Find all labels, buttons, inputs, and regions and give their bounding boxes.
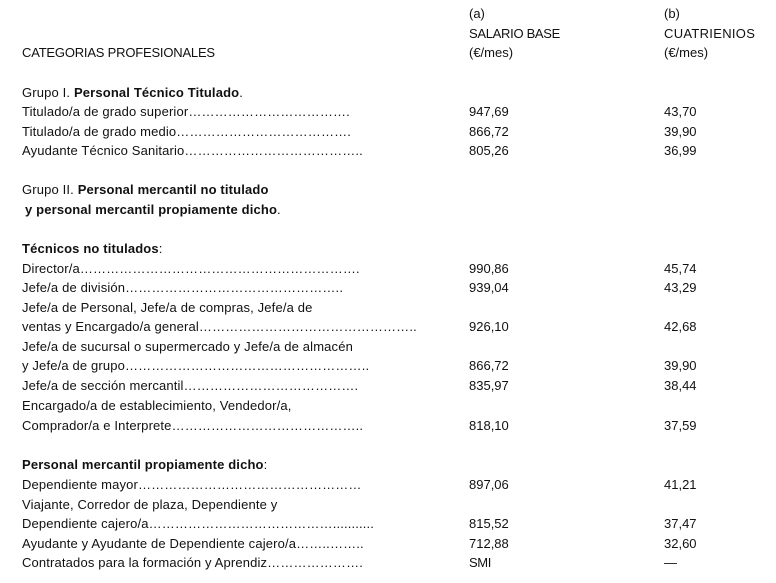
salary-value: 805,26 bbox=[469, 143, 509, 158]
col-a-letter: (a) bbox=[469, 6, 485, 21]
col-a-title: SALARIO BASE bbox=[469, 26, 561, 41]
salary-value: 712,88 bbox=[469, 536, 509, 551]
table-row-label: Dependiente mayor…………………………………………… bbox=[22, 477, 362, 492]
mercantil-heading: Personal mercantil propiamente dicho: bbox=[22, 457, 268, 472]
cuatrienio-value: 37,47 bbox=[664, 516, 697, 531]
salary-value: 866,72 bbox=[469, 358, 509, 373]
cuatrienio-value: 41,21 bbox=[664, 477, 697, 492]
table-row-label: Jefe/a de sección mercantil…………………………………. bbox=[22, 378, 359, 393]
table-row-label: y Jefe/a de grupo……………………………………………….. bbox=[22, 358, 370, 373]
salary-value: 939,04 bbox=[469, 280, 509, 295]
salary-value: 990,86 bbox=[469, 261, 509, 276]
group2-heading-line2: y personal mercantil propiamente dicho. bbox=[25, 202, 281, 217]
table-row-label: Ayudante y Ayudante de Dependiente cajero/a……..…….. bbox=[22, 536, 364, 551]
salary-value: 818,10 bbox=[469, 418, 509, 433]
salary-value: 815,52 bbox=[469, 516, 509, 531]
table-row-label: Viajante, Corredor de plaza, Dependiente y bbox=[22, 497, 278, 512]
salary-value: 947,69 bbox=[469, 104, 509, 119]
table-row-label: Encargado/a de establecimiento, Vendedor/a, bbox=[22, 398, 292, 413]
table-row-label: Jefe/a de división………………………………………….. bbox=[22, 280, 344, 295]
table-row-label: Jefe/a de Personal, Jefe/a de compras, Jefe/a de bbox=[22, 300, 313, 315]
table-row-label: Ayudante Técnico Sanitario………………………………….. bbox=[22, 143, 363, 158]
table-row-label: Dependiente cajero/a……………………………………........... bbox=[22, 516, 375, 531]
tecnicos-heading: Técnicos no titulados: bbox=[22, 241, 163, 256]
table-row-label: Contratados para la formación y Aprendiz…………………. bbox=[22, 555, 363, 570]
col-a-unit: (€/mes) bbox=[469, 45, 514, 60]
cuatrienio-value: 43,29 bbox=[664, 280, 697, 295]
col-b-unit: (€/mes) bbox=[664, 45, 709, 60]
cuatrienio-value: 43,70 bbox=[664, 104, 697, 119]
cuatrienio-value: 45,74 bbox=[664, 261, 697, 276]
table-row-label: Jefe/a de sucursal o supermercado y Jefe/a de almacén bbox=[22, 339, 353, 354]
cuatrienio-value: 39,90 bbox=[664, 124, 697, 139]
table-row-label: Titulado/a de grado medio…………………………………. bbox=[22, 124, 352, 139]
cuatrienio-value: 37,59 bbox=[664, 418, 697, 433]
cuatrienio-value: 32,60 bbox=[664, 536, 697, 551]
salary-value: 897,06 bbox=[469, 477, 509, 492]
salary-value: 866,72 bbox=[469, 124, 509, 139]
group2-heading: Grupo II. Personal mercantil no titulado bbox=[22, 182, 269, 197]
table-row-label: Director/a………………………………………………………. bbox=[22, 261, 360, 276]
col-b-title: CUATRIENIOS bbox=[664, 26, 756, 41]
salary-value: SMI bbox=[469, 555, 491, 570]
cuatrienio-value: 38,44 bbox=[664, 378, 697, 393]
table-row-label: Comprador/a e Interprete…………………………………….. bbox=[22, 418, 364, 433]
salary-value: 835,97 bbox=[469, 378, 509, 393]
table-row-label: ventas y Encargado/a general………………………………………….. bbox=[22, 319, 417, 334]
cuatrienio-value: 36,99 bbox=[664, 143, 697, 158]
category-header: CATEGORIAS PROFESIONALES bbox=[22, 45, 215, 60]
cuatrienio-value: — bbox=[664, 555, 677, 570]
cuatrienio-value: 42,68 bbox=[664, 319, 697, 334]
salary-value: 926,10 bbox=[469, 319, 509, 334]
cuatrienio-value: 39,90 bbox=[664, 358, 697, 373]
group1-heading: Grupo I. Personal Técnico Titulado. bbox=[22, 85, 244, 100]
col-b-letter: (b) bbox=[664, 6, 680, 21]
table-row-label: Titulado/a de grado superior………………………………. bbox=[22, 104, 350, 119]
